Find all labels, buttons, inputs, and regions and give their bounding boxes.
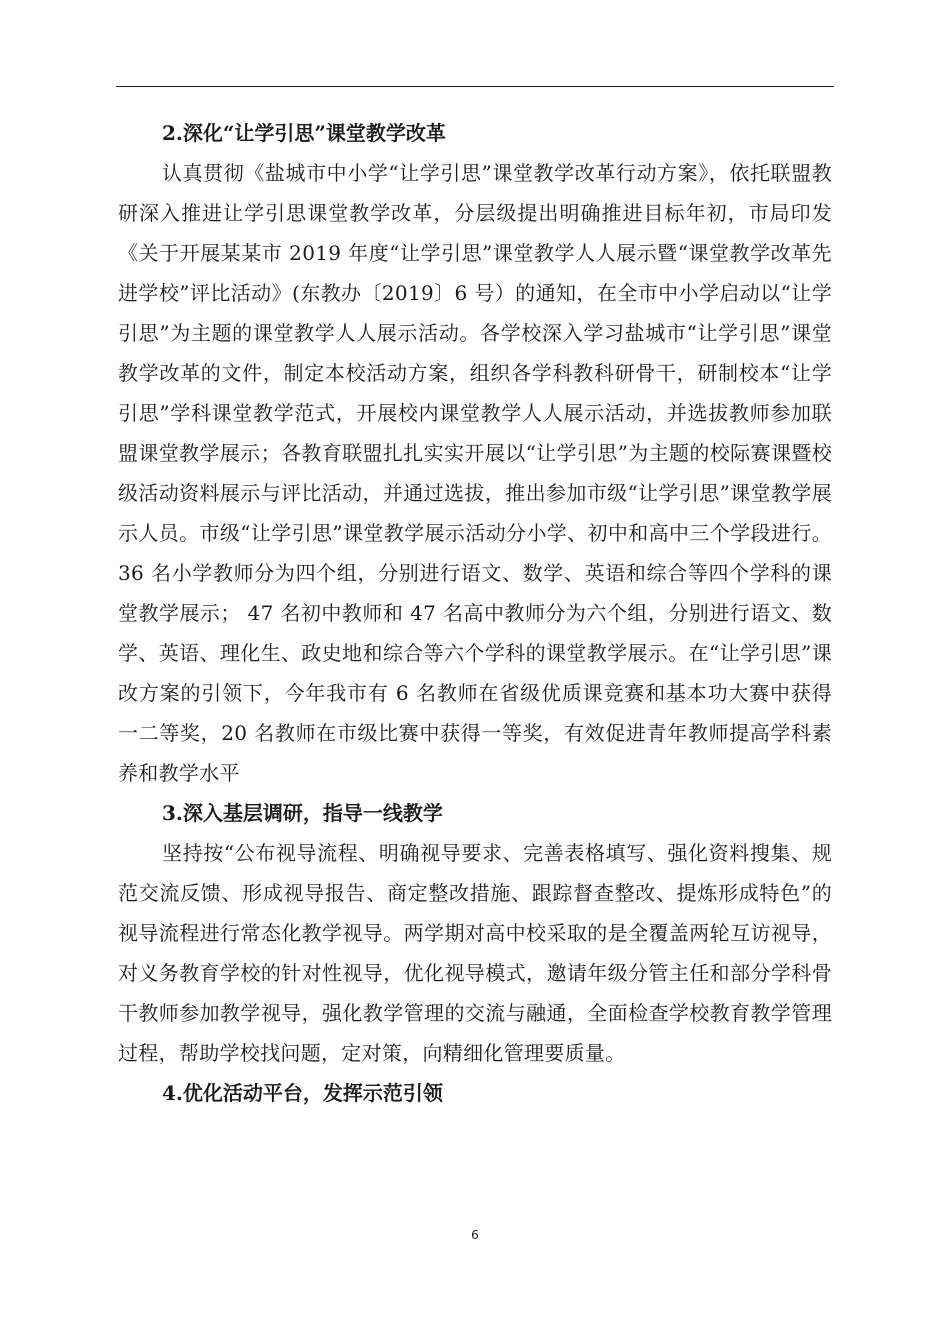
section-paragraph-2: 认真贯彻《盐城市中小学“让学引思”课堂教学改革行动方案》，依托联盟教研深入推进让学引思课堂教学改革，分层级提出明确推进目标年初，市局印发《关于开展某某市 2019 年度“让学引思”课堂教学人人展示暨“课堂教学改革先进学校”评比活动》(东教办〔2019〕6 号）的通知，在全市中小学启动以“让学引思”为主题的课堂教学人人展示活动。各学校深入学习盐城市“让学引思”课堂教学改革的文件，制定本校活动方案，组织各学科教科研骨干，研制校本“让学引思”学科课堂教学范式，开展校内课堂教学人人展示活动，并选拔教师参加联盟课堂教学展示；各教育联盟扎扎实实开展以“让学引思”为主题的校际赛课暨校级活动资料展示与评比活动，并通过选拔，推出参加市级“让学引思”课堂教学展示人员。市级“让学引思”课堂教学展示活动分小学、初中和高中三个学段进行。36 名小学教师分为四个组，分别进行语文、数学、英语和综合等四个学科的课堂教学展示； 47 名初中教师和 47 名高中教师分为六个组，分别进行语文、数学、英语、理化生、政史地和综合等六个学科的课堂教学展示。在“让学引思”课改方案的引领下，今年我市有 6 名教师在省级优质课竞赛和基本功大赛中获得一二等奖，20 名教师在市级比赛中获得一等奖，有效促进青年教师提高学科素养和教学水平	[118, 161, 832, 785]
section-paragraph-3: 坚持按“公布视导流程、明确视导要求、完善表格填写、强化资料搜集、规范交流反馈、形成视导报告、商定整改措施、跟踪督查整改、提炼形成特色”的视导流程进行常态化教学视导。两学期对高中校采取的是全覆盖两轮互访视导，对义务教育学校的针对性视导，优化视导模式，邀请年级分管主任和部分学科骨干教师参加教学视导，强化教学管理的交流与融通，全面检查学校教育教学管理过程，帮助学校找问题，定对策，向精细化管理要质量。	[118, 841, 832, 1065]
header-rule	[116, 86, 834, 87]
page-number: 6	[471, 1228, 479, 1242]
section-heading-2: 2.深化“让学引思”课堂教学改革	[162, 121, 446, 145]
section-heading-3: 3.深入基层调研，指导一线教学	[162, 801, 443, 825]
document-body	[118, 113, 832, 1113]
section-heading-4: 4.优化活动平台，发挥示范引领	[162, 1081, 443, 1105]
